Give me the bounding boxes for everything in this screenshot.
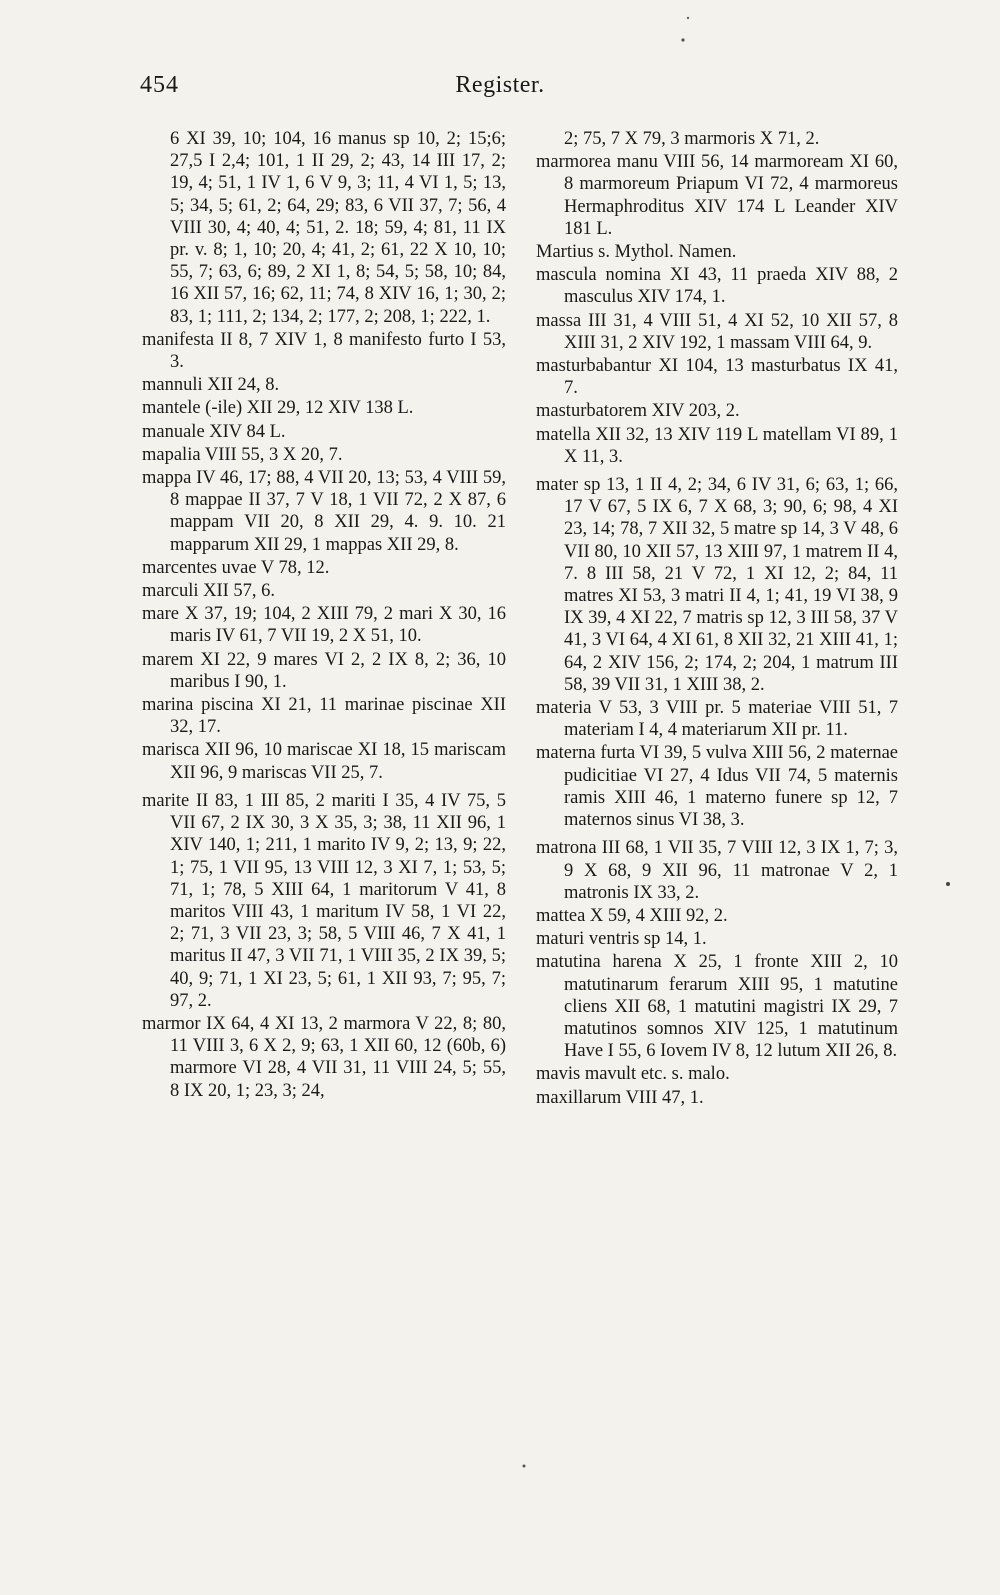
- index-entry: manuale XIV 84 L.: [142, 421, 286, 442]
- index-entry: masturbatorem XIV 203, 2.: [536, 401, 740, 422]
- index-entry: mappa IV 46, 17; 88, 4 VII 20, 13; 53, 4 VIII 59, 8 mappae II 37, 7 V 18, 1 VII 72, 2 X 87, 6 mappam VII 20, 8 XII 29, 4. 9. 10. 21 mapparum XII 29, 1 mappas XII 29, 8.: [142, 468, 506, 555]
- index-entry: marem XI 22, 9 mares VI 2, 2 IX 8, 2; 36, 10 maribus I 90, 1.: [142, 649, 506, 692]
- index-entry: matella XII 32, 13 XIV 119 L matellam VI 89, 1 X 11, 3.: [536, 424, 898, 467]
- running-title: Register.: [455, 72, 545, 98]
- index-entry: manifesta II 8, 7 XIV 1, 8 manifesto furto I 53, 3.: [142, 329, 506, 373]
- index-entry: mantele (-ile) XII 29, 12 XIV 138 L.: [142, 398, 414, 419]
- index-entry: massa III 31, 4 VIII 51, 4 XI 52, 10 XII 57, 8 XIII 31, 2 XIV 192, 1 massam VIII 64, 9.: [536, 310, 898, 353]
- index-entry: marite II 83, 1 III 85, 2 mariti I 35, 4 IV 75, 5 VII 67, 2 IX 30, 3 X 35, 3; 38, 11 XII 96, 1 XIV 140, 1; 211, 1 marito IV 9, 2; 13, 9; 22, 1; 75, 1 VII 95, 13 VIII 12, 3 XI 7, 1; 53, 5; 71, 1; 78, 5 XIII 64, 1 maritorum V 41, 8 maritos VIII 43, 1 maritum IV 58, 1 VI 22, 2; 71, 3 VII 23, 3; 58, 5 VIII 46, 7 X 41, 1 maritus II 47, 3 VII 71, 1 VIII 35, 2 IX 39, 5; 40, 9; 71, 1 XI 23, 5; 61, 1 XII 93, 7; 95, 7; 97, 2.: [142, 790, 506, 1011]
- index-entry: materia V 53, 3 VIII pr. 5 materiae VIII 51, 7 materiam I 4, 4 materiarum XII pr. 11.: [536, 698, 898, 741]
- index-entry: materna furta VI 39, 5 vulva XIII 56, 2 maternae pudicitiae VI 27, 4 Idus VII 74, 5 maternis ramis XIII 46, 1 materno funere sp 12, 7 maternos sinus VI 38, 3.: [536, 743, 898, 831]
- index-entry: marina piscina XI 21, 11 marinae piscinae XII 32, 17.: [142, 695, 506, 738]
- index-entry: marisca XII 96, 10 mariscae XI 18, 15 mariscam XII 96, 9 mariscas VII 25, 7.: [142, 740, 506, 783]
- index-entry: maxillarum VIII 47, 1.: [536, 1087, 704, 1108]
- index-entry: maturi ventris sp 14, 1.: [536, 929, 707, 950]
- index-entry: mapalia VIII 55, 3 X 20, 7.: [142, 444, 343, 465]
- index-entry: marculi XII 57, 6.: [142, 581, 276, 602]
- index-entry: mattea X 59, 4 XIII 92, 2.: [536, 905, 728, 926]
- index-entry: 6 XI 39, 10; 104, 16 manus sp 10, 2; 15;6; 27,5 I 2,4; 101, 1 II 29, 2; 43, 14 III 17, 2; 19, 4; 51, 1 IV 1, 6 V 9, 3; 11, 4 VI 1, 5; 13, 5; 34, 5; 61, 2; 64, 29; 83, 6 VII 37, 7; 56, 4 VIII 30, 4; 40, 4; 51, 2. 18; 59, 4; 81, 11 IX pr. v. 8; 1, 10; 20, 4; 41, 2; 61, 22 X 10, 10; 55, 7; 63, 6; 89, 2 XI 1, 8; 54, 5; 58, 10; 84, 16 XII 57, 16; 62, 11; 74, 8 XIV 16, 1; 30, 2; 83, 1; 111, 2; 134, 2; 177, 2; 208, 1; 222, 1.: [170, 129, 506, 327]
- index-entry: Martius s. Mythol. Namen.: [536, 242, 737, 263]
- left-column: [142, 128, 506, 1103]
- page-number: 454: [140, 72, 179, 98]
- index-entry: matrona III 68, 1 VII 35, 7 VIII 12, 3 IX 1, 7; 3, 9 X 68, 9 XII 96, 11 matronae V 2, 1 matronis IX 33, 2.: [536, 838, 898, 903]
- index-entry: mannuli XII 24, 8.: [142, 375, 280, 396]
- index-entry: marcentes uvae V 78, 12.: [142, 557, 330, 578]
- index-entry: mater sp 13, 1 II 4, 2; 34, 6 IV 31, 6; 63, 1; 66, 17 V 67, 5 IX 6, 7 X 68, 3; 90, 6; 98, 4 XI 23, 14; 78, 7 XII 32, 5 matre sp 14, 3 V 48, 6 VII 80, 10 XII 57, 13 XIII 97, 1 matrem II 4, 7. 8 III 58, 21 V 72, 1 XI 12, 2; 84, 11 matres XI 53, 3 matri II 4, 1; 41, 19 VI 38, 9 IX 39, 4 XI 22, 7 matris sp 12, 3 III 58, 37 V 41, 3 VI 64, 4 XI 61, 8 XII 32, 21 XIII 41, 1; 64, 2 XIV 156, 2; 174, 2; 204, 1 matrum III 58, 39 VII 31, 1 XIII 38, 2.: [536, 475, 898, 695]
- index-entry: marmor IX 64, 4 XI 13, 2 marmora V 22, 8; 80, 11 VIII 3, 6 X 2, 9; 63, 1 XII 60, 12 (60b, 6) marmore VI 28, 4 VII 31, 11 VIII 24, 5; 55, 8 IX 20, 1; 23, 3; 24,: [142, 1013, 506, 1101]
- index-entry: 2; 75, 7 X 79, 3 marmoris X 71, 2.: [564, 129, 820, 149]
- index-entry: masturbabantur XI 104, 13 masturbatus IX 41, 7.: [536, 356, 898, 399]
- index-entry: mare X 37, 19; 104, 2 XIII 79, 2 mari X 30, 16 maris IV 61, 7 VII 19, 2 X 51, 10.: [142, 604, 506, 647]
- index-entry: matutina harena X 25, 1 fronte XIII 2, 10 matutinarum ferarum XIII 95, 1 matutine cliens XII 68, 1 matutini magistri IX 29, 7 matutinos somnos XIV 125, 1 matutinum Have I 55, 6 Iovem IV 8, 12 lutum XII 26, 8.: [536, 952, 898, 1062]
- right-column: [536, 128, 898, 1110]
- index-entry: marmorea manu VIII 56, 14 marmoream XI 60, 8 marmoreum Priapum VI 72, 4 marmoreus Hermaphroditus XIV 174 L Leander XIV 181 L.: [536, 152, 898, 239]
- index-entry: mascula nomina XI 43, 11 praeda XIV 88, 2 masculus XIV 174, 1.: [536, 265, 898, 308]
- index-entry: mavis mavult etc. s. malo.: [536, 1064, 730, 1085]
